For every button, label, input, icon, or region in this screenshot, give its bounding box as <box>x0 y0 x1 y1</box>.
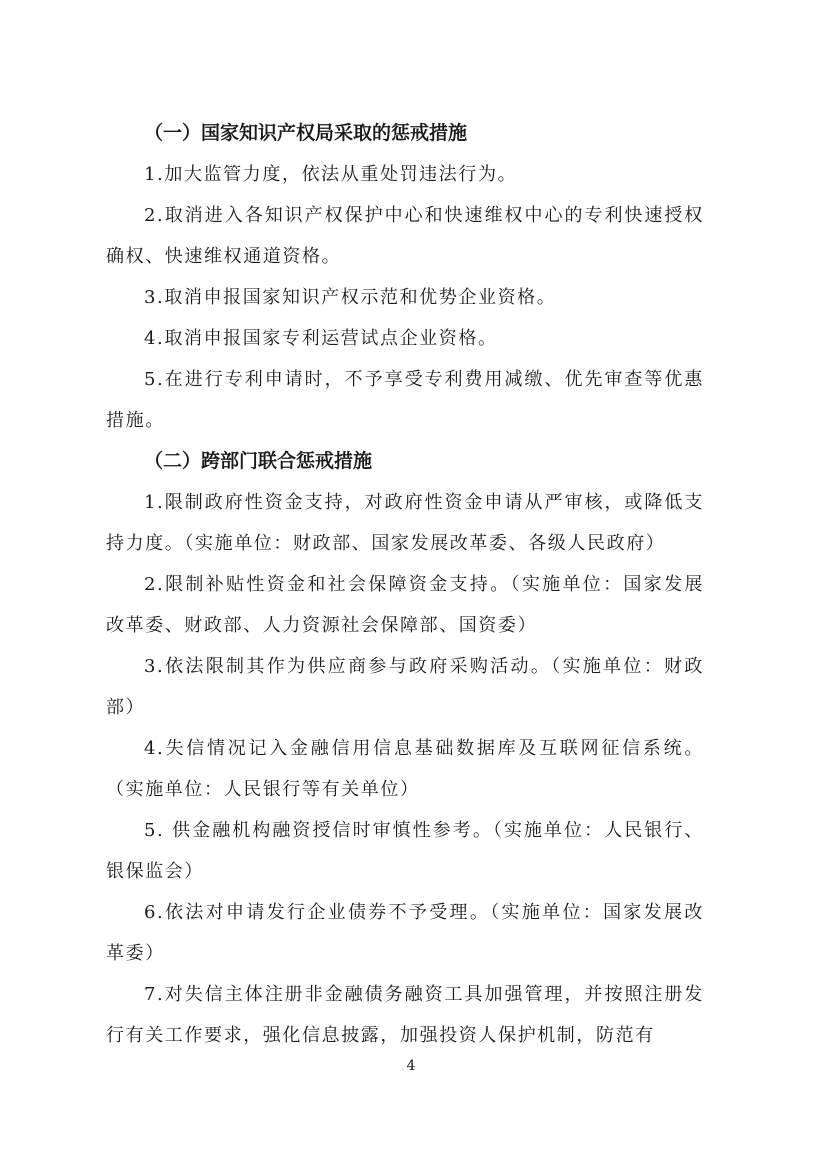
list-item: 5.在进行专利申请时，不予享受专利费用减缴、优先审查等优惠措施。 <box>106 369 704 431</box>
list-item: 5. 供金融机构融资授信时审慎性参考。（实施单位：人民银行、银保监会） <box>106 820 704 882</box>
list-item: 1.限制政府性资金支持，对政府性资金申请从严审核，或降低支持力度。（实施单位：财政部、国家发展改革委、各级人民政府） <box>106 492 704 554</box>
list-item: 3.取消申报国家知识产权示范和优势企业资格。 <box>144 287 557 308</box>
list-item: 6.依法对申请发行企业债券不予受理。（实施单位：国家发展改革委） <box>106 902 704 964</box>
page-number: 4 <box>406 1058 416 1074</box>
document-body <box>106 113 704 1056</box>
list-item: 2.限制补贴性资金和社会保障资金支持。（实施单位：国家发展改革委、财政部、人力资源社会保障部、国资委） <box>106 574 704 636</box>
list-item: 3.依法限制其作为供应商参与政府采购活动。（实施单位：财政部） <box>106 656 704 718</box>
list-item: 7.对失信主体注册非金融债务融资工具加强管理，并按照注册发行有关工作要求，强化信息披露，加强投资人保护机制，防范有 <box>106 984 704 1046</box>
section-2 <box>106 441 704 1056</box>
section-1 <box>106 113 704 441</box>
list-item: 2.取消进入各知识产权保护中心和快速维权中心的专利快速授权确权、快速维权通道资格。 <box>106 205 704 267</box>
list-item: 4.取消申报国家专利运营试点企业资格。 <box>144 328 498 349</box>
list-item: 1.加大监管力度，依法从重处罚违法行为。 <box>144 164 518 185</box>
section-heading: （二）跨部门联合惩戒措施 <box>144 450 373 472</box>
section-heading: （一）国家知识产权局采取的惩戒措施 <box>144 122 468 144</box>
list-item: 4.失信情况记入金融信用信息基础数据库及互联网征信系统。（实施单位：人民银行等有关单位） <box>106 738 704 800</box>
